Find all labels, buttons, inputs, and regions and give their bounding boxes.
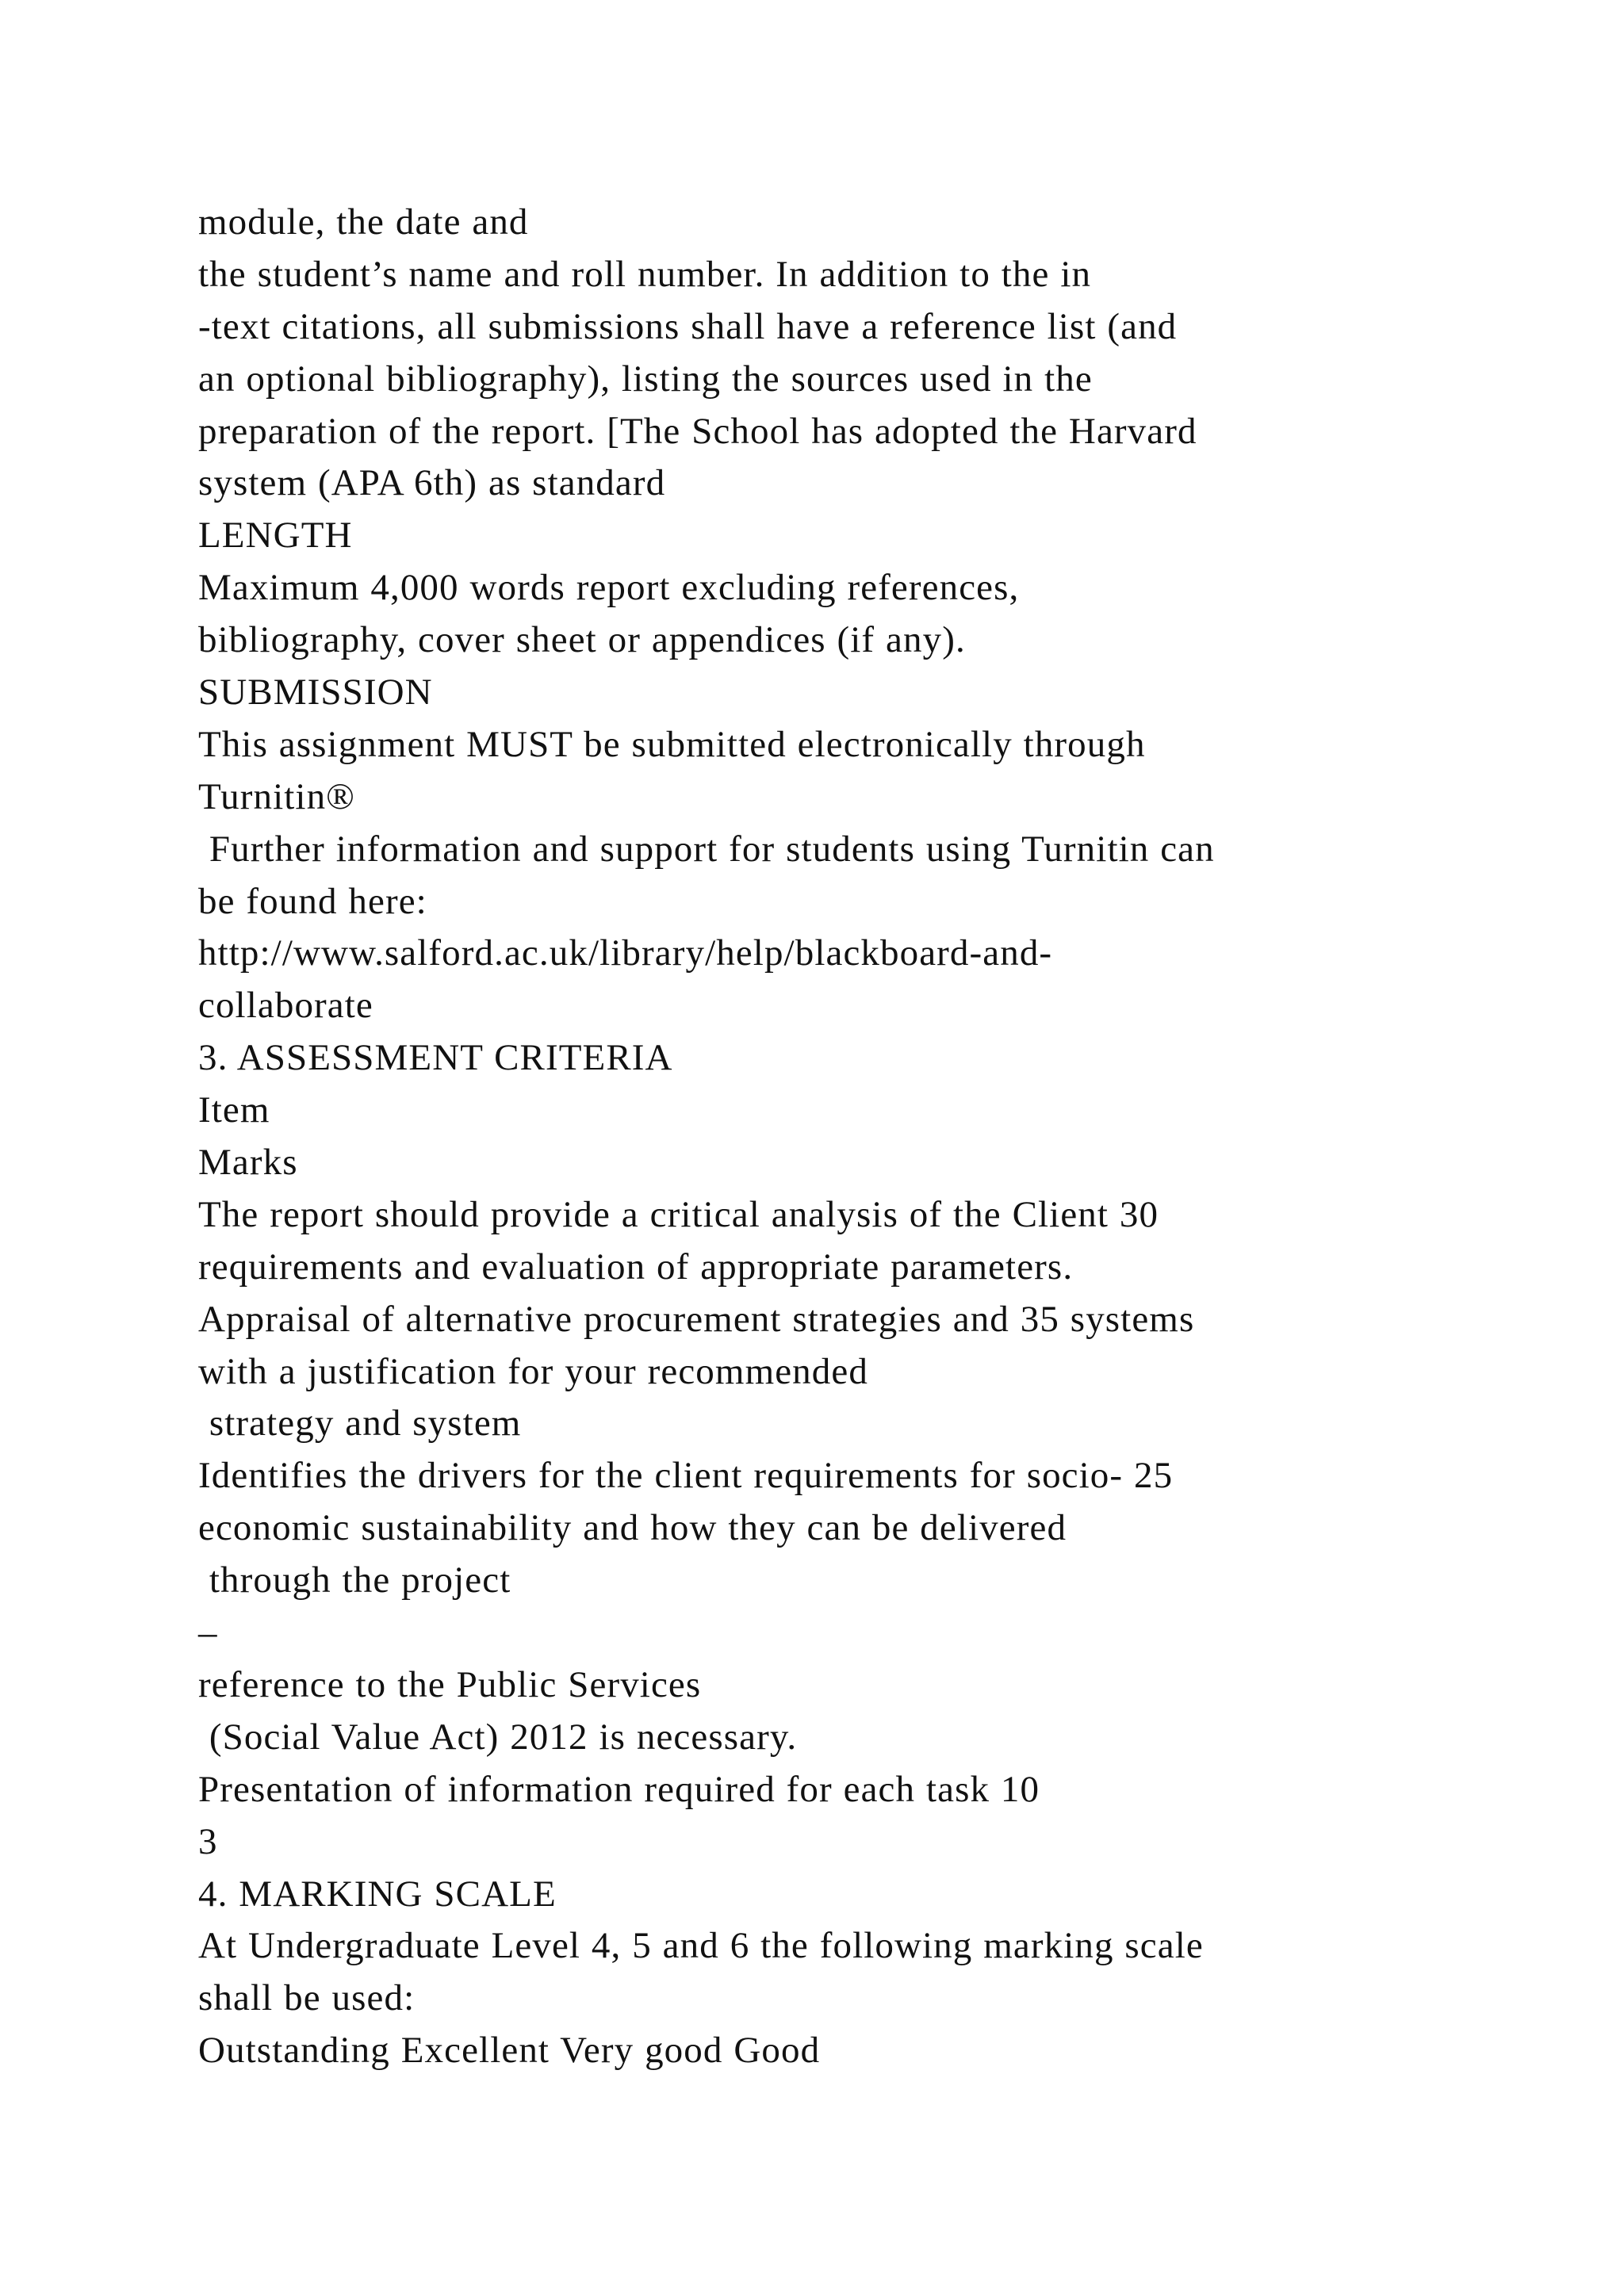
text-line: This assignment MUST be submitted electronically through [198, 723, 1146, 765]
table-header-item: Item [198, 1089, 270, 1131]
text-line: Turnitin® [198, 775, 355, 817]
text-line: At Undergraduate Level 4, 5 and 6 the following marking scale [198, 1925, 1204, 1967]
section-heading-submission: SUBMISSION [198, 672, 433, 714]
text-line: (Social Value Act) 2012 is necessary. [198, 1716, 798, 1758]
url-text: collaborate [198, 985, 373, 1027]
page-number: 3 [198, 1820, 218, 1862]
text-line: system (APA 6th) as standard [198, 462, 666, 504]
text-line: reference to the Public Services [198, 1663, 702, 1705]
text-line: through the project [198, 1559, 511, 1601]
url-text: http://www.salford.ac.uk/library/help/blackboard-and- [198, 932, 1053, 974]
text-line: Appraisal of alternative procurement strategies and 35 systems [198, 1298, 1195, 1340]
section-heading-length: LENGTH [198, 515, 353, 557]
text-line: strategy and system [198, 1402, 522, 1445]
text-line: with a justification for your recommended [198, 1350, 868, 1392]
text-line: Presentation of information required for each task 10 [198, 1768, 1040, 1810]
text-line: module, the date and [198, 201, 529, 243]
dash-line: – [198, 1612, 218, 1654]
text-line: preparation of the report. [The School has adopted the Harvard [198, 410, 1197, 452]
table-header-marks: Marks [198, 1142, 298, 1184]
section-heading-marking-scale: 4. MARKING SCALE [198, 1873, 557, 1915]
text-line: shall be used: [198, 1977, 416, 2019]
document-body [198, 197, 1467, 2077]
text-line: Maximum 4,000 words report excluding references, [198, 567, 1020, 609]
section-heading-assessment-criteria: 3. ASSESSMENT CRITERIA [198, 1037, 673, 1079]
text-line: requirements and evaluation of appropriate parameters. [198, 1246, 1074, 1288]
text-line: economic sustainability and how they can be delivered [198, 1507, 1067, 1549]
text-line: Identifies the drivers for the client requirements for socio- 25 [198, 1455, 1174, 1497]
text-line: The report should provide a critical analysis of the Client 30 [198, 1193, 1159, 1235]
text-line: Outstanding Excellent Very good Good [198, 2030, 821, 2072]
text-line: -text citations, all submissions shall have a reference list (and [198, 305, 1178, 347]
text-line: bibliography, cover sheet or appendices (if any). [198, 619, 966, 661]
text-line: be found here: [198, 880, 427, 922]
text-line: the student’s name and roll number. In addition to the in [198, 253, 1092, 295]
text-line: Further information and support for students using Turnitin can [198, 828, 1215, 870]
text-line: an optional bibliography), listing the sources used in the [198, 358, 1093, 400]
